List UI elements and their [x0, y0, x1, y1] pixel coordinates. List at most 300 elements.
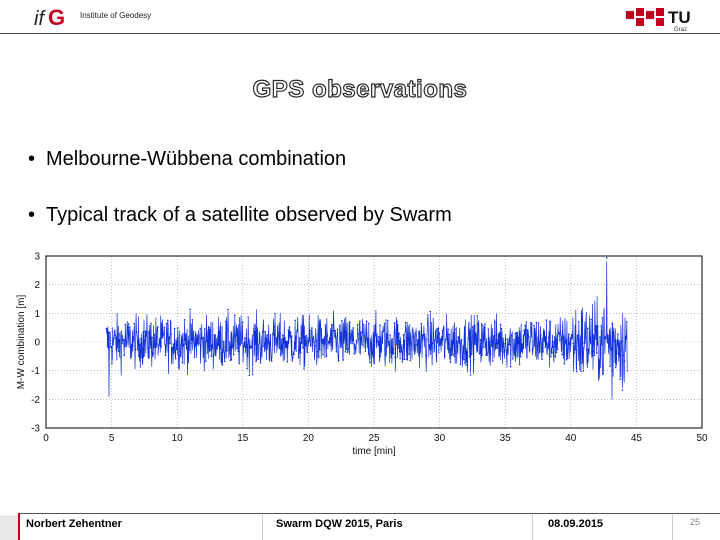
signal-point	[593, 351, 595, 353]
signal-point	[519, 364, 521, 366]
signal-point	[306, 335, 308, 337]
signal-point	[425, 355, 427, 357]
signal-point	[597, 325, 599, 327]
signal-point	[610, 349, 612, 351]
y-tick-label: -1	[31, 366, 40, 378]
signal-point	[241, 342, 243, 344]
signal-point	[282, 334, 284, 336]
signal-point	[254, 330, 256, 332]
signal-point	[578, 321, 580, 323]
signal-point	[605, 337, 607, 339]
signal-point	[512, 358, 514, 360]
footer-bar	[0, 513, 720, 540]
signal-point	[455, 328, 457, 330]
signal-point	[121, 343, 123, 345]
signal-point	[341, 320, 343, 322]
signal-point	[167, 320, 169, 322]
signal-point	[300, 352, 302, 354]
signal-point	[581, 362, 583, 364]
signal-point	[174, 328, 176, 330]
signal-point	[276, 341, 278, 343]
signal-point	[559, 340, 561, 342]
signal-point	[355, 348, 357, 350]
signal-point	[370, 347, 372, 349]
signal-point	[239, 363, 241, 365]
signal-point	[206, 341, 208, 343]
signal-point	[139, 344, 141, 346]
x-tick-label: 45	[630, 433, 642, 444]
signal-point	[131, 345, 133, 347]
chart-series-signal	[106, 257, 628, 399]
signal-point	[366, 320, 368, 322]
signal-point	[497, 347, 499, 349]
signal-point	[599, 336, 601, 338]
signal-point	[537, 345, 539, 347]
signal-point	[322, 354, 324, 356]
signal-point	[179, 347, 181, 349]
signal-point	[369, 362, 371, 364]
signal-point	[331, 324, 333, 326]
signal-point	[595, 338, 597, 340]
x-tick-label: 40	[565, 433, 577, 444]
signal-point	[211, 355, 213, 357]
signal-point	[464, 362, 466, 364]
signal-point	[542, 351, 544, 353]
signal-point	[193, 331, 195, 333]
signal-point	[373, 332, 375, 334]
signal-point	[438, 332, 440, 334]
signal-point	[367, 337, 369, 339]
signal-point	[491, 345, 493, 347]
signal-point	[240, 344, 242, 346]
signal-point	[263, 346, 265, 348]
signal-point	[190, 343, 192, 345]
signal-point	[119, 334, 121, 336]
page-number: 25	[690, 517, 701, 527]
signal-point	[484, 323, 486, 325]
signal-point	[126, 346, 128, 348]
signal-point	[227, 309, 229, 311]
signal-point	[316, 340, 318, 342]
signal-point	[574, 352, 576, 354]
signal-point	[413, 336, 415, 338]
footer-divider	[20, 513, 720, 514]
tu-graz-logo	[626, 6, 692, 32]
signal-point	[449, 334, 451, 336]
signal-point	[374, 363, 376, 365]
signal-point	[466, 351, 468, 353]
signal-point	[178, 355, 180, 357]
signal-point	[290, 331, 292, 333]
signal-point	[214, 334, 216, 336]
signal-point	[256, 330, 258, 332]
signal-point	[134, 323, 136, 325]
signal-point	[183, 345, 185, 347]
header-bar	[0, 0, 720, 34]
bullet-item-2	[28, 204, 452, 227]
signal-point	[427, 314, 429, 316]
signal-point	[342, 359, 344, 361]
signal-point	[590, 319, 592, 321]
signal-point	[467, 338, 469, 340]
signal-point	[281, 339, 283, 341]
ifg-logo	[34, 4, 68, 30]
signal-point	[253, 328, 255, 330]
signal-point	[110, 346, 112, 348]
signal-point	[348, 348, 350, 350]
signal-point	[217, 345, 219, 347]
y-tick-label: 1	[34, 308, 40, 320]
signal-point	[480, 339, 482, 341]
signal-point	[378, 336, 380, 338]
y-tick-label: 2	[34, 280, 40, 292]
signal-point	[567, 358, 569, 360]
signal-point	[488, 328, 490, 330]
signal-point	[444, 355, 446, 357]
signal-point	[338, 360, 340, 362]
signal-point	[166, 323, 168, 325]
signal-point	[490, 353, 492, 355]
signal-point	[520, 356, 522, 358]
signal-point	[368, 323, 370, 325]
signal-point	[545, 346, 547, 348]
signal-point	[262, 331, 264, 333]
signal-point	[618, 340, 620, 342]
signal-point	[419, 348, 421, 350]
signal-point	[283, 342, 285, 344]
signal-point	[141, 348, 143, 350]
signal-point	[189, 309, 191, 311]
signal-point	[622, 389, 624, 391]
bullet-item-1	[28, 148, 346, 171]
signal-point	[546, 319, 548, 321]
signal-point	[165, 355, 167, 357]
signal-point	[157, 326, 159, 328]
signal-point	[460, 363, 462, 365]
signal-point	[492, 360, 494, 362]
signal-point	[575, 349, 577, 351]
footer-separator	[532, 515, 533, 540]
signal-point	[504, 343, 506, 345]
signal-point	[198, 343, 200, 345]
signal-point	[233, 354, 235, 356]
signal-point	[222, 364, 224, 366]
signal-point	[624, 360, 626, 362]
signal-point	[288, 330, 290, 332]
signal-point	[586, 349, 588, 351]
signal-point	[509, 344, 511, 346]
signal-point	[598, 359, 600, 361]
signal-point	[572, 343, 574, 345]
signal-point	[223, 341, 225, 343]
footer-accent	[0, 515, 18, 540]
signal-point	[327, 335, 329, 337]
signal-point	[123, 354, 125, 356]
signal-point	[231, 359, 233, 361]
signal-point	[540, 335, 542, 337]
signal-point	[285, 347, 287, 349]
signal-point	[450, 361, 452, 363]
signal-point	[297, 330, 299, 332]
signal-point	[396, 344, 398, 346]
signal-point	[502, 346, 504, 348]
signal-point	[259, 333, 261, 335]
signal-point	[358, 339, 360, 341]
signal-point	[136, 331, 138, 333]
signal-point	[587, 328, 589, 330]
signal-point	[145, 331, 147, 333]
signal-point	[547, 346, 549, 348]
signal-point	[531, 323, 533, 325]
signal-point	[426, 339, 428, 341]
signal-point	[184, 319, 186, 321]
signal-point	[329, 341, 331, 343]
signal-point	[313, 342, 315, 344]
signal-point	[613, 333, 615, 335]
signal-point	[344, 337, 346, 339]
signal-point	[356, 340, 358, 342]
signal-point	[158, 345, 160, 347]
mw-combination-chart	[10, 243, 715, 458]
signal-point	[596, 352, 598, 354]
signal-point	[392, 338, 394, 340]
signal-point	[510, 366, 512, 368]
signal-point	[216, 347, 218, 349]
signal-point	[351, 343, 353, 345]
signal-point	[151, 337, 153, 339]
y-tick-label: -2	[31, 394, 40, 406]
signal-point	[453, 332, 455, 334]
signal-point	[209, 349, 211, 351]
x-tick-label: 35	[499, 433, 511, 444]
signal-point	[585, 337, 587, 339]
signal-point	[293, 354, 295, 356]
signal-point	[584, 343, 586, 345]
signal-point	[177, 327, 179, 329]
signal-point	[122, 339, 124, 341]
svg-text:Graz: Graz	[674, 27, 688, 32]
signal-point	[111, 363, 113, 365]
signal-point	[246, 368, 248, 370]
signal-point	[155, 345, 157, 347]
signal-point	[194, 357, 196, 359]
y-tick-label: -3	[31, 423, 40, 435]
svg-text:G: G	[48, 5, 66, 30]
signal-point	[180, 344, 182, 346]
signal-point	[359, 320, 361, 322]
signal-point	[612, 323, 614, 325]
signal-point	[621, 342, 623, 344]
signal-point	[456, 341, 458, 343]
signal-point	[557, 349, 559, 351]
signal-point	[407, 342, 409, 344]
signal-point	[591, 355, 593, 357]
signal-point	[371, 353, 373, 355]
signal-point	[317, 351, 319, 353]
signal-point	[252, 374, 254, 376]
signal-point	[326, 355, 328, 357]
signal-point	[160, 346, 162, 348]
signal-point	[474, 325, 476, 327]
signal-point	[538, 322, 540, 324]
signal-point	[476, 315, 478, 317]
signal-point	[524, 325, 526, 327]
signal-point	[482, 325, 484, 327]
signal-point	[472, 326, 474, 328]
signal-point	[154, 334, 156, 336]
signal-point	[224, 361, 226, 363]
signal-point	[364, 335, 366, 337]
signal-point	[583, 370, 585, 372]
signal-point	[411, 343, 413, 345]
signal-point	[470, 374, 472, 376]
signal-point	[287, 361, 289, 363]
signal-point	[443, 328, 445, 330]
signal-point	[243, 345, 245, 347]
signal-point	[532, 348, 534, 350]
bullet-dot: •	[28, 204, 36, 226]
signal-point	[402, 361, 404, 363]
signal-point	[232, 346, 234, 348]
signal-point	[225, 321, 227, 323]
signal-point	[528, 336, 530, 338]
signal-point	[548, 337, 550, 339]
signal-point	[120, 356, 122, 358]
signal-point	[275, 339, 277, 341]
signal-point	[406, 359, 408, 361]
x-tick-label: 5	[108, 433, 115, 444]
signal-point	[170, 333, 172, 335]
signal-point	[337, 329, 339, 331]
signal-point	[457, 336, 459, 338]
signal-point	[430, 311, 432, 313]
signal-point	[617, 333, 619, 335]
signal-point	[409, 360, 411, 362]
signal-point	[479, 353, 481, 355]
signal-point	[272, 333, 274, 335]
slide-title: GPS observations	[252, 76, 468, 103]
signal-point	[360, 331, 362, 333]
signal-point	[118, 350, 120, 352]
x-tick-label: 0	[43, 433, 49, 444]
signal-point	[318, 356, 320, 358]
signal-point	[347, 352, 349, 354]
signal-point	[416, 344, 418, 346]
signal-point	[539, 341, 541, 343]
signal-point	[379, 324, 381, 326]
signal-point	[568, 333, 570, 335]
signal-point	[128, 323, 130, 325]
signal-point	[236, 348, 238, 350]
signal-point	[412, 330, 414, 332]
signal-point	[218, 331, 220, 333]
signal-point	[569, 343, 571, 345]
signal-point	[507, 338, 509, 340]
signal-point	[207, 342, 209, 344]
signal-point	[461, 339, 463, 341]
signal-point	[418, 330, 420, 332]
signal-point	[404, 358, 406, 360]
signal-point	[247, 317, 249, 319]
signal-point	[489, 342, 491, 344]
x-tick-label: 10	[171, 433, 183, 444]
y-tick-label: 3	[34, 251, 40, 263]
signal-point	[434, 340, 436, 342]
signal-point	[175, 358, 177, 360]
x-tick-label: 25	[368, 433, 380, 444]
signal-point	[394, 322, 396, 324]
signal-point	[395, 357, 397, 359]
signal-point	[533, 325, 535, 327]
signal-point	[518, 337, 520, 339]
signal-point	[405, 322, 407, 324]
signal-point	[414, 353, 416, 355]
signal-point	[220, 347, 222, 349]
signal-point	[255, 361, 257, 363]
signal-point	[432, 342, 434, 344]
signal-point	[280, 354, 282, 356]
signal-point	[571, 337, 573, 339]
signal-point	[271, 360, 273, 362]
signal-point	[553, 346, 555, 348]
signal-point	[431, 322, 433, 324]
signal-point	[310, 345, 312, 347]
signal-point	[478, 323, 480, 325]
signal-point	[130, 351, 132, 353]
footer-event: Swarm DQW 2015, Paris	[276, 518, 403, 530]
signal-point	[521, 350, 523, 352]
signal-point	[577, 334, 579, 336]
signal-point	[400, 351, 402, 353]
signal-point	[602, 317, 604, 319]
signal-point	[213, 355, 215, 357]
signal-point	[325, 324, 327, 326]
y-tick-label: 0	[34, 337, 40, 349]
signal-point	[390, 357, 392, 359]
signal-point	[279, 348, 281, 350]
signal-point	[352, 327, 354, 329]
signal-point	[465, 364, 467, 366]
signal-point	[278, 336, 280, 338]
signal-point	[564, 363, 566, 365]
signal-point	[486, 354, 488, 356]
signal-point	[517, 332, 519, 334]
signal-point	[196, 343, 198, 345]
signal-point	[168, 337, 170, 339]
signal-point	[113, 337, 115, 339]
signal-point	[161, 337, 163, 339]
signal-point	[417, 339, 419, 341]
signal-point	[109, 332, 111, 334]
bullet-text: Melbourne-Wübbena combination	[46, 148, 347, 170]
signal-point	[311, 327, 313, 329]
signal-point	[493, 335, 495, 337]
footer-separator	[672, 515, 673, 540]
signal-point	[552, 341, 554, 343]
signal-point	[291, 335, 293, 337]
signal-point	[294, 320, 296, 322]
signal-point	[169, 343, 171, 345]
signal-point	[197, 338, 199, 340]
signal-point	[117, 347, 119, 349]
signal-point	[106, 328, 108, 330]
signal-point	[335, 330, 337, 332]
signal-point	[441, 338, 443, 340]
signal-line	[106, 262, 627, 400]
signal-point	[536, 322, 538, 324]
signal-point	[350, 333, 352, 335]
signal-point	[459, 342, 461, 344]
